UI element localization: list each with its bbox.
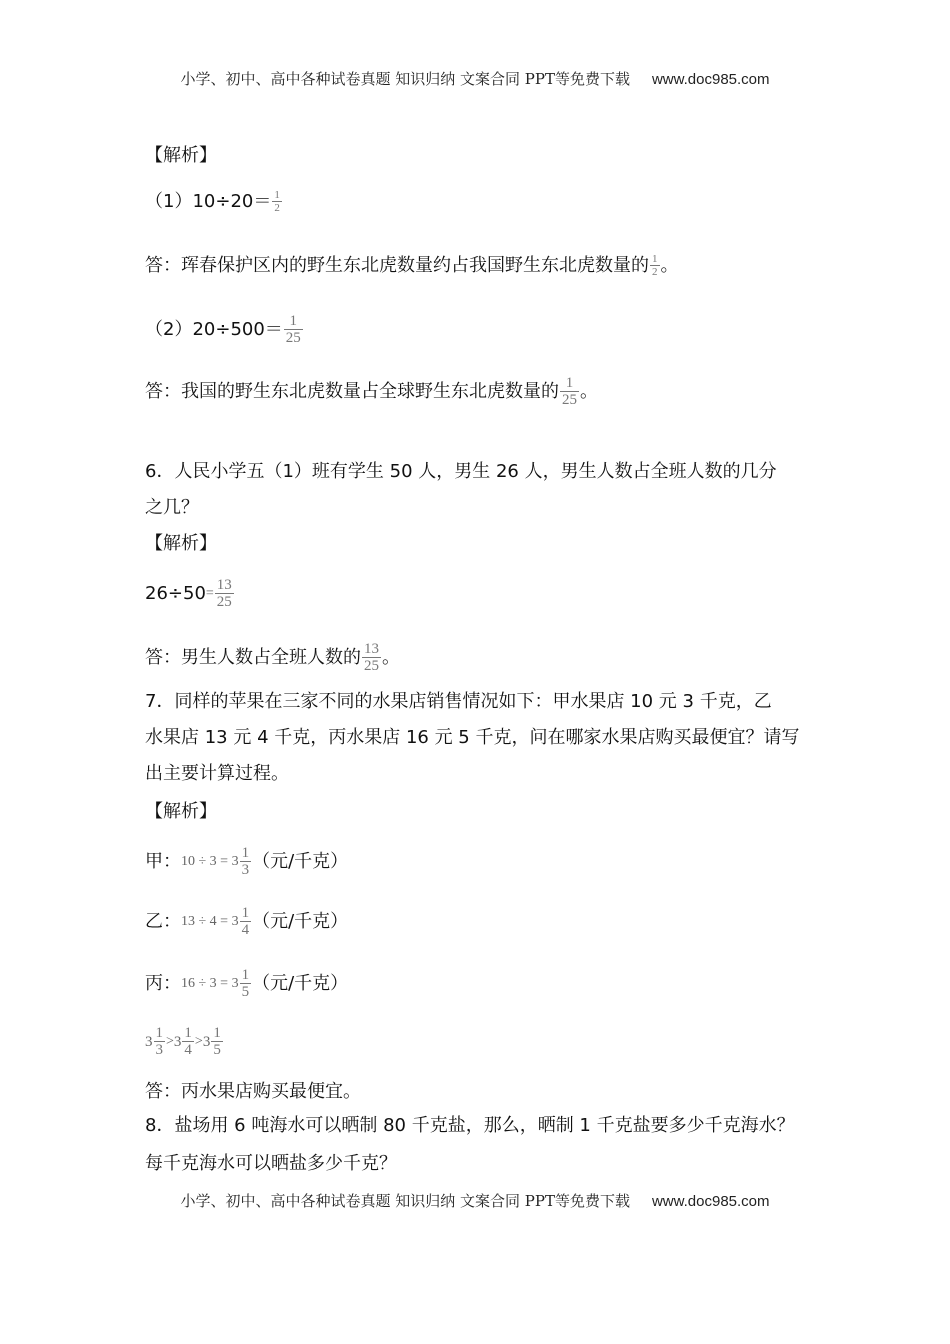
q7-bing: 丙：16 ÷ 3 = 3 $\frac{1}{5}$ （元/千克） (145, 967, 349, 1000)
footer-text: 小学、初中、高中各种试卷真题 知识归纳 文案合同 PPT等免费下载 (180, 1192, 630, 1210)
q7-answer: 答：丙水果店购买最便宜。 (145, 1081, 361, 1102)
fraction: $\frac{1}{4}$ (241, 905, 250, 938)
fraction: $\frac{1}{25}$ (285, 313, 301, 346)
q7-line3: 出主要计算过程。 (145, 763, 289, 784)
page-header (0, 68, 950, 89)
q6-answer: 答：男生人数占全班人数的 $\frac{13}{25}$ 。 (145, 641, 400, 674)
q5-answer2: 答：我国的野生东北虎数量占全球野生东北虎数量的 $\frac{1}{25}$ 。 (145, 375, 598, 408)
q7-yi: 乙：13 ÷ 4 = 3 $\frac{1}{4}$ （元/千克） (145, 905, 349, 938)
q5-part1 (145, 190, 283, 214)
q5-p1-expr: （1）10÷20＝ (145, 191, 272, 212)
q7-compare: 3 $\frac{1}{3}$ >3 $\frac{1}{4}$ >3 $\frac{1}{5}$ (145, 1025, 221, 1058)
footer-site: www.doc985.com (651, 1193, 770, 1210)
fraction: $\frac{13}{25}$ (216, 577, 232, 610)
fraction: $\frac{1}{25}$ (562, 375, 577, 408)
fraction: $\frac{1}{3}$ (241, 845, 250, 878)
q7-jia: 甲：10 ÷ 3 = 3 $\frac{1}{3}$ （元/千克） (145, 845, 349, 878)
q6-calc: 26÷50= $\frac{13}{25}$ (145, 577, 232, 610)
fraction: $\frac{1}{3}$ (155, 1025, 163, 1058)
fraction: $\frac{1}{2}$ (274, 189, 280, 214)
q8-line2: 每千克海水可以晒盐多少千克？ (145, 1153, 397, 1174)
header-site: www.doc985.com (651, 71, 770, 88)
q6-line2: 之几？ (145, 497, 199, 518)
q6-line1: 6．人民小学五（1）班有学生 50 人，男生 26 人，男生人数占全班人数的几分 (145, 461, 777, 482)
q5-part2: （2）20÷500＝ $\frac{1}{25}$ (145, 313, 301, 346)
analysis-label: 【解析】 (145, 145, 217, 166)
analysis-label: 【解析】 (145, 533, 217, 554)
fraction: $\frac{1}{4}$ (184, 1025, 192, 1058)
header-text: 小学、初中、高中各种试卷真题 知识归纳 文案合同 PPT等免费下载 (180, 70, 630, 88)
fraction: $\frac{1}{5}$ (213, 1025, 221, 1058)
page-footer (0, 1190, 950, 1211)
q7-line1: 7．同样的苹果在三家不同的水果店销售情况如下：甲水果店 10 元 3 千克，乙 (145, 691, 772, 712)
q7-line2: 水果店 13 元 4 千克，丙水果店 16 元 5 千克，问在哪家水果店购买最便宜？请写 (145, 727, 800, 748)
fraction: $\frac{13}{25}$ (364, 641, 379, 674)
analysis-label: 【解析】 (145, 801, 217, 822)
fraction: $\frac{1}{5}$ (241, 967, 250, 1000)
q5-answer1: 答：珲春保护区内的野生东北虎数量约占我国野生东北虎数量的 $\frac{1}{2}$ 。 (145, 253, 679, 278)
fraction: $\frac{1}{2}$ (652, 253, 658, 278)
q8-line1: 8．盐场用 6 吨海水可以晒制 80 千克盐，那么，晒制 1 千克盐要多少千克海水？ (145, 1115, 795, 1136)
